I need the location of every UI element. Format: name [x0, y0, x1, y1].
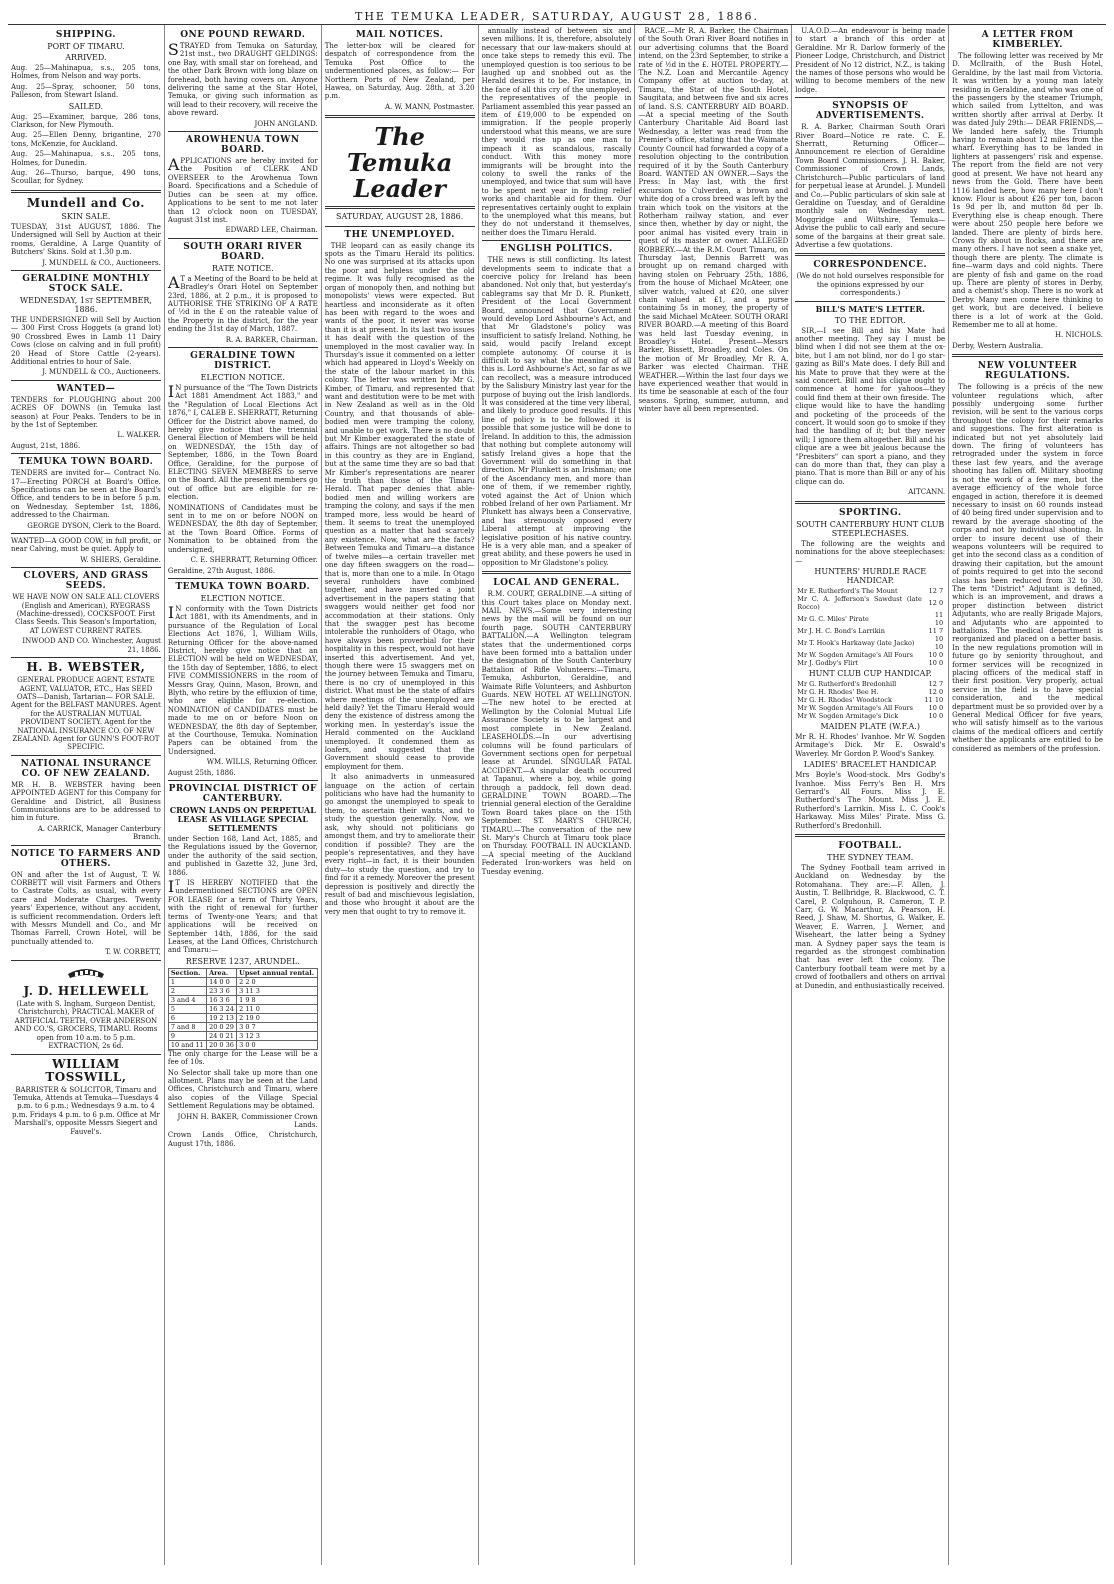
- masthead-title: THE TEMUKA LEADER, SATURDAY, AUGUST 28, 1886.: [354, 9, 759, 23]
- divider: [11, 567, 161, 568]
- sailed-heading: SAILED.: [68, 101, 104, 111]
- monthly-stock-signature: J. MUNDELL & CO., Auctioneers.: [42, 368, 161, 377]
- table-cell: 2 2 0: [237, 977, 318, 986]
- table-cell: 10 and 11: [168, 1040, 206, 1049]
- unemployed-body: THE leopard can as easily change its spots as the Timaru Herald its politics. No one was surprised at its attacks upon the poor and helpless under the old regime. It was fully recognised as the organ of monopoly then, and nothing but monopolists' views were expected. But heartless and inconsiderate as it often has been with regard to the woes and wants of the poor, it never was worse than it is at present. In its last two issues it has dealt with the question of the unemployed in the most cavalier way. In Thursday's issue it commented on a letter which had appeared in Lloyd's Weekly on the state of the labour market in this colony. The letter was written by Mr G. Kimber, of Timaru, and represented that want and destitution were to be met with in New Zealand as well as in the Old Country, and that thousands of able-bodied men were tramping the colony, and unable to get work. There is no doubt but Mr Kimber exaggerated the state of affairs. Things are not altogether so bad in this country as they are in England, but at the same time they are so bad that Mr Kimber's representations are nearer the truth than those of the Timaru Herald. That paper denies that able-bodied men and willing workers are tramping the colony, and says if the men tramped more, less would be heard of them. It seems to treat the unemployed question as a matter that had scarcely any existence. Now, what are the facts? Between Temuka and Timaru—a distance of twelve miles—a certain traveller met one day fifteen swaggers on the road—that is, more than one to a mile. In Otago several runholders have combined together, and have inserted a joint advertisement in the papers stating that swaggers would neither get food nor accommodation at their stations. Only that the swagger pest has become intolerable the runholders of Otago, who have always been proverbial for their hospitality in this respect, would not have inserted this advertisement. And yet, though there were 15 swaggers met on the journey between Temuka and Timaru, there is no cry of unemployed in this district. What must be the state of affairs where meetings of the unemployed are held daily? Yet the Timaru Herald would deny the existence of distress among the working men. In yesterday's issue the Herald commented on the Auckland unemployed. It condemned them as loafers, and suggested that the Government should cease to provide employment for them.: [324, 241, 475, 771]
- wills-date: August 25th, 1886.: [167, 768, 236, 777]
- crown-lands-heading: CROWN LANDS ON PERPETUAL LEASE AS VILLAGE SPECIAL SETTLEMENTS: [169, 805, 316, 834]
- wills-signature: WM. WILLS, Returning Officer.: [206, 758, 318, 767]
- race-entry: [795, 712, 945, 720]
- corbett-signature: T. W. CORBETT,: [105, 948, 161, 957]
- table-cell: 3 11 3: [237, 986, 318, 995]
- table-cell: 1 9 8: [237, 995, 318, 1004]
- column-5: [635, 25, 792, 1565]
- newspaper-page: [8, 8, 1106, 1568]
- sporting-heading: SPORTING.: [838, 507, 902, 518]
- mail-notices-body: The letter-box will be cleared for despatch of correspondence from the Temuka Post Office to the undermentioned places, as follow:— For Northern Ports of New Zealand, per Hawea, on Saturday, Aug. 28th, at 3.20 p.m.: [324, 42, 475, 101]
- table-cell: 23 3 6: [207, 986, 237, 995]
- table-cell: 9: [168, 1031, 206, 1040]
- crown-lands-end: No Selector shall take up more than one allotment. Plans may be seen at the Land Offices, Christchurch and Timaru, where also copies of the Village Special Settlement Regulations may be obtained.: [167, 1068, 318, 1111]
- horse-name: Mr J. Godby's Flirt: [797, 658, 859, 667]
- column-6: [792, 25, 949, 1565]
- horse-name: Mr C. A. Jefferson's Sawdust (late Rocco): [797, 594, 922, 611]
- arrived-heading: ARRIVED.: [65, 53, 107, 62]
- skin-sale-heading: SKIN SALE.: [61, 211, 111, 221]
- horse-name: Mr G. H. Rhodes' Bee H.: [797, 687, 879, 696]
- table-cell: 3 12 3: [237, 1031, 318, 1040]
- walker-date: August, 21st, 1886.: [11, 441, 81, 450]
- columns: [8, 25, 1106, 1565]
- sporting-intro: The following are the weights and nominations for the above steeplechases:—: [795, 539, 946, 565]
- baker-signature: JOHN H. BAKER, Commissioner Crown Lands.: [177, 1112, 318, 1129]
- rate-notice-heading: RATE NOTICE.: [211, 263, 274, 273]
- hurdle-heading: HUNTERS' HURDLE RACE HANDICAP.: [814, 566, 927, 585]
- column-3: [322, 25, 479, 1565]
- porch-tender-body: TENDERS are invited for— Contract No. 17—Erecting PORCH at Board's Office. Specifications can be seen at the Board's Office, and tenders to be in before 5 p.m. on Wednesday, September 1st, 1886, addressed to the Chairman.: [11, 469, 161, 520]
- election-notice-heading: ELECTION NOTICE.: [200, 372, 285, 382]
- national-insurance-heading: NATIONAL INSURANCE CO. OF NEW ZEALAND.: [20, 758, 152, 779]
- synopsis-body: R. A. Barker, Chairman South Orari River Board—Notice re rate. C. E. Sherratt, Returning Officer—Announcement re election of Geraldine Town Board Commissioners. J. H. Baker, Commissioner of Crown Lands, Christchurch—Public particulars of land for perpetual lease at Arundel. J. Mundell and Co.—Public particulars of skin sale at Geraldine on Tuesday, and of Geraldine monthly sale on Wednesday next. Moggridge and Wiltshire, Temuka—Advise the public to call early and secure some of the bargains at their great sale. Advertise a few quotations.: [795, 123, 946, 249]
- barker-signature: R. A. BARKER, Chairman.: [225, 335, 318, 344]
- nichols-place: Derby, Western Australia.: [952, 341, 1043, 350]
- table-cell: 16 3 24: [207, 1004, 237, 1013]
- shiers-signature: W. SHIERS, Geraldine.: [80, 555, 161, 564]
- divider: [168, 131, 318, 132]
- table-row: [168, 1040, 317, 1049]
- sherratt-signature: C. E. SHERRATT, Returning Officer.: [190, 556, 318, 565]
- local-general-body: R.M. COURT, GERALDINE.—A sitting of this Court takes place on Monday next. MAIL NEWS.—Some very interesting news by the mail will be found on our fourth page. SOUTH CANTERBURY BATTALION.—A Wellington telegram states that the undermentioned corps have been formed into a battalion under the designation of the South Canterbury Battalion of Rifle Volunteers:—Timaru, Temuka, Ashburton, Geraldine, and Waimate Rifle Volunteers, and Ashburton Guards. NEW HOTEL AT WELLINGTON.—The new hotel to be erected at Wellington by the Colonial Mutual Life Assurance Society is to be largest and most complete in New Zealand. LEASEHOLDS.—In our advertising columns will be found particulars of Government sections open for perpetual lease at Arundel. SINGULAR FATAL ACCIDENT.—A singular death occurred at Tapanui, where a boy, while going through a paddock, fell down dead. GERALDINE TOWN BOARD.—The triennial general election of the Geraldine Town Board takes place on the 15th September. ST. MARY'S CHURCH, TIMARU.—The conversation of the new St. Mary's Church at Timaru took place on Thursday. FOOTBALL IN AUCKLAND.—A special meeting of the Auckland Federated Iron-workers was held on Tuesday evening.: [481, 590, 632, 876]
- synopsis-heading: SYNOPSIS OF ADVERTISEMENTS.: [815, 101, 925, 122]
- arrival-1: Aug. 25—Mahinapua, s.s., 205 tons, Holmes, from Nelson and way ports.: [11, 64, 161, 81]
- horse-name: Mr W. Sogden Armitage's Dick: [797, 711, 899, 720]
- wanted-heading: WANTED—: [56, 383, 116, 394]
- table-header: Area.: [207, 968, 237, 977]
- sydney-team-heading: THE SYDNEY TEAM.: [827, 852, 914, 862]
- correspondence-note: (We do not hold ourselves responsible for the opinions expressed by our correspondents.): [796, 272, 944, 298]
- race-entry: [795, 688, 945, 696]
- divider: [952, 354, 1103, 357]
- horse-name: Mr G. Rutherford's Bredonhill: [797, 679, 897, 688]
- divider: [482, 240, 632, 241]
- table-cell: 20 0 36: [207, 1040, 237, 1049]
- race-entry: [795, 635, 945, 651]
- divider: [795, 501, 945, 504]
- mail-notices-heading: MAIL NOTICES.: [355, 30, 444, 40]
- divider: [325, 115, 475, 118]
- table-row: [168, 1031, 317, 1040]
- race-entry: [795, 659, 945, 667]
- maiden-body: Mr R. H. Rhodes' Ivanhoe. Mr W. Sogden Armitage's Dick. Mr E. Oswald's Waverley. Mr Gordon P. Wood's Sankey.: [795, 732, 946, 758]
- election-notice-heading-2: ELECTION NOTICE.: [200, 593, 285, 603]
- unemployed-continued: annually instead of between six and seven millions. It is, therefore, absolutely necessary that our law-makers should at once take steps to remedy this evil. The unemployed question is too serious to be laughed up and snobbed out as the Herald desires it to be. For instance, in the face of all this cry of the unemployed, the representatives of the people in Parliament assembled this year passed an item of £19,000 to be expended on immigration. If the people properly understood what this means, we are sure they would rise up as one man to impeach it as scandalous, rascally conduct. With this money more immigrants will be brought into the colony to swell the ranks of the unemployed, and twice that sum will have to be spent next year in finding relief works and charitable aid for them. Our representatives certainly ought to explain to the unemployed what this means, but they do not understand it themselves, neither does the Timaru Herald.: [481, 27, 632, 237]
- divider: [795, 97, 945, 98]
- divider: [168, 578, 318, 579]
- wanted-cow-body: WANTED—A GOOD COW, in full profit, or near Calving, must be quiet. Apply to: [11, 537, 161, 554]
- horse-weight: 11 7: [928, 626, 944, 635]
- hellewell-heading: J. D. HELLEWELL: [23, 984, 149, 999]
- table-cell: 19 2 13: [207, 1013, 237, 1022]
- table-cell: 7 and 8: [168, 1022, 206, 1031]
- issue-date: SATURDAY, AUGUST 28, 1886.: [335, 212, 464, 222]
- table-cell: 6: [168, 1013, 206, 1022]
- horse-weight: 11 10: [924, 695, 944, 704]
- bills-letter-heading: BILL'S MATE'S LETTER.: [815, 303, 925, 314]
- divider: [11, 533, 161, 534]
- divider: [168, 780, 318, 781]
- carrick-signature: A. CARRICK, Manager Canterbury Branch.: [37, 824, 161, 842]
- provincial-district-heading: PROVINCIAL DISTRICT OF CANTERBURY.: [168, 784, 317, 805]
- race-entry: [795, 696, 945, 704]
- arowhenua-heading: AROWHENUA TOWN BOARD.: [186, 135, 300, 156]
- to-editor: TO THE EDITOR.: [834, 315, 906, 325]
- divider: [168, 347, 318, 348]
- column-7: [949, 25, 1106, 1565]
- kimberley-body: The following letter was received by Mr D. McIlraith, of the Bush Hotel, Geraldine, by the last mail from Victoria. It was written by a young man lately residing in Geraldine, and who was one of the passengers by the steamer Triumph, which sailed from Lyttelton, and was written shortly after arrival at Derby. It was dated July 29th:— DEAR FRIENDS,—We landed here safely, the Triumph having to remain about 12 miles from the wharf. Everything has to be landed in lighters at passengers' risk and expense. The report from the field are not very good at present. We have not heard any news from the Gold. There have been 1116 landed here, how many here I don't know. Flour is about £26 per ton, bacon 1s 9d per lb, and mutton 8d per lb. Everything else is cheap enough. There were about 250 people here before we landed. There are plenty of birds here. Crows fly about in flocks, and there are many others. I have not seen a snake yet, though there are plenty. The climate is fine—warm days and cold nights. There are plenty of fish and game on the road up. There are plenty of stores in Derby, and a chemist's shop. There is no work at Derby. Many men come here thinking to get work, but are deceived. I believe there is a lot of work at the Gold. Remember me to all at home.: [952, 52, 1104, 329]
- nominations-body: NOMINATIONS of Candidates must be sent in to me on or before NOON on WEDNESDAY, the 8th day of September, at the Town Board Office. Forms of Nomination to be obtained from the undersigned,: [167, 503, 318, 554]
- column-4: [479, 25, 636, 1565]
- monthly-stock-heading: GERALDINE MONTHLY STOCK SALE.: [22, 273, 150, 294]
- skin-sale-signature: J. MUNDELL & CO., Auctioneers.: [42, 258, 161, 267]
- race-entry: [795, 680, 945, 688]
- hellewell-body: (Late with S. Ingham, Surgeon Dentist, Christchurch), PRACTICAL MAKER of ARTIFICIAL TEETH, OVER ANDERSON AND CO.'S, GROCERS, TIMARU. Rooms open from 10 a.m. to 5 p.m. EXTRACTION, 2s 6d.: [14, 1000, 158, 1051]
- horse-weight: 10 0: [928, 650, 944, 659]
- column-1: [8, 25, 165, 1565]
- monthly-stock-body: THE UNDERSIGNED will Sell by Auction— 300 First Cross Hoggets (a grand lot) 90 Crossbred Ewes in Lamb 11 Dairy Cows (close on calving and in full profit) 20 Head of Store Cattle (2-years). Additional entries to hour of Sale.: [11, 315, 161, 366]
- table-cell: 2 19 0: [237, 1013, 318, 1022]
- sections-table: [168, 968, 318, 1050]
- sherratt-date: Geraldine, 27th August, 1886.: [167, 566, 276, 575]
- temuka-board-heading: TEMUKA TOWN BOARD.: [175, 581, 311, 592]
- hurdle-table: [795, 587, 945, 667]
- table-cell: 24 0 21: [207, 1031, 237, 1040]
- port-heading: PORT OF TIMARU.: [47, 42, 125, 51]
- reward-heading: ONE POUND REWARD.: [180, 30, 306, 40]
- mann-signature: A. W. MANN, Postmaster.: [384, 102, 475, 111]
- inwood-signature: INWOOD AND CO. Winchester, August 21, 1886.: [22, 637, 161, 654]
- arowhenua-body: APPLICATIONS are hereby invited for the Position of CLERK AND OVERSEER to the Arowhenua Town Board. Specifications and a Schedule of Duties can be seen at my office. Applications to be sent to me not later than 12 o'clock noon on TUESDAY, August 31st inst.: [167, 155, 318, 224]
- race-entry: [795, 627, 945, 635]
- horse-weight: 10 0: [928, 658, 944, 667]
- horse-weight: 12 7: [928, 586, 944, 595]
- clovers-heading: CLOVERS, AND GRASS SEEDS.: [23, 571, 149, 592]
- sailing-3: Aug. 25—Mahinapua, s.s., 205 tons, Holmes, for Dunedin.: [11, 150, 161, 167]
- horse-name: Mr T. Hook's Harkaway (late Jacko): [797, 638, 915, 647]
- horse-name: Mr G. C. Miles' Pirate: [797, 614, 869, 623]
- local-news-continued: RACE.—Mr R. A. Barker, the Chairman of the South Orari River Board notifies in our advertising columns that the Board intend, on the 23rd September, to strike a rate of ½d in the £. HOTEL PROPERTY.—The N.Z. Loan and Mercantile Agency Company offer at auction to-day, at Timaru, the Star of the South Hotel, Saugitata, and between five and six acres of land. S.S. CANTERBURY AID BOARD.—At a special meeting of the South Canterbury Charitable Aid Board last Wednesday, a letter was read from the Premier's office, stating that the Waimate County Council had forwarded a copy of a resolution objecting to the contribution required of it by the South Canterbury Board. WANTED AN OWNER.—Says the Press: In May last, with the first excursion to Culverden, a brown and white dog of a cross breed was left by the train which took on the visitors at the Rotherham railway station, and ever since then, whether by day or night, the poor animal has visited every train in quest of its master or owner. ALLEGED ROBBERY.—At the R.M. Court Timaru, on Thursday last, Dennis Barrett was brought up on remand charged with having stolen on February 25th, 1886, from the house of Michael McAteer, one silver watch, valued at £20, one silver chain valued at £1, and a purse containing 5s in money, the property of the said Michael McAteer. SOUTH ORARI RIVER BOARD.—A meeting of this Board was held last Tuesday evening, in Broadley's Hotel. Present—Messrs Barker, Bissett, Broadley, and Coles. On the motion of Mr Broadley, Mr R. A. Barker was elected Chairman. THE WEATHER.—Within the last four days we have experienced weather that would in its time be seasonable at each of the four seasons. Spring, summer, autumn, and winter have all been represented.: [638, 27, 789, 414]
- divider: [795, 253, 945, 256]
- table-header: Section.: [168, 968, 206, 977]
- race-entry: [795, 587, 945, 595]
- reserve-heading: RESERVE 1237, ARUNDEL.: [185, 956, 300, 966]
- table-row: [168, 1022, 317, 1031]
- sailing-1: Aug. 25—Examiner, barque, 286 tons, Clarkson, for New Plymouth.: [11, 112, 161, 130]
- table-cell: 3 0 7: [237, 1022, 318, 1031]
- crown-lands-notice: IT IS HEREBY NOTIFIED that the undermentioned SECTIONS are OPEN FOR LEASE for a term of Thirty Years, with the right of renewal for further terms of Twenty-one Years; and that applications will be received on September 14th, 1886, for the said Leases, at the Land Offices, Christchurch and Timaru:—: [167, 877, 318, 955]
- table-row: [168, 986, 317, 995]
- reward-body: STRAYED from Temuka on Saturday, 21st inst., two DRAUGHT GELDINGS: one Bay, with small star on forehead, and the other Dark Brown with long blaze on forehead, both having covers on. Anyone delivering the same at the Star Hotel, Temuka, or giving such information as will lead to their recovery, will receive the above reward.: [167, 40, 318, 118]
- table-cell: 2: [168, 986, 206, 995]
- horse-weight: 10 0: [928, 711, 944, 720]
- race-entry: [795, 704, 945, 712]
- cup-table: [795, 680, 945, 720]
- divider: [11, 657, 161, 658]
- table-cell: 1: [168, 977, 206, 986]
- sailing-4: Aug. 26—Thurso, barque, 490 tons, Scoullar, for Sydney.: [11, 169, 161, 186]
- maiden-heading: MAIDEN PLATE (W.F.A.): [820, 721, 920, 731]
- tosswill-body: BARRISTER & SOLICITOR, Timaru and Temuka, Attends at Temuka—Tuesdays 4 p.m. to 6 p.m.; Wednesdays 9 a.m. to 4 p.m. Fridays 4 p.m. to 6 p.m. Office at Mr Marshall's, opposite Messrs Siegert and Fauvel's.: [12, 1085, 160, 1136]
- race-entry: [795, 651, 945, 659]
- national-insurance-body: MR H. B. WEBSTER having been APPOINTED AGENT for this Company for Geraldine and District, all Business Communications are to be addressed to him in future.: [11, 780, 161, 823]
- divider: [11, 190, 161, 193]
- nichols-signature: H. NICHOLS.: [1054, 331, 1104, 340]
- table-row: [168, 1004, 317, 1013]
- table-cell: 3 and 4: [168, 995, 206, 1004]
- horse-weight: 12 7: [928, 679, 944, 688]
- correspondence-heading: CORRESPONDENCE.: [813, 260, 928, 271]
- horse-weight: 10 10: [934, 634, 944, 651]
- monthly-stock-date: WEDNESDAY, 1st SEPTEMBER, 1886.: [19, 295, 152, 314]
- south-orari-heading: SOUTH ORARI RIVER BOARD.: [183, 241, 303, 262]
- divider: [11, 755, 161, 756]
- horse-name: Mr G. H. Rhodes' Woodstock: [797, 695, 892, 704]
- horse-weight: 12 0: [928, 687, 944, 696]
- divider: [11, 960, 161, 961]
- football-heading: FOOTBALL.: [838, 840, 903, 851]
- notice-farmers-heading: NOTICE TO FARMERS AND OTHERS.: [11, 848, 161, 869]
- geraldine-district-heading: GERALDINE TOWN DISTRICT.: [190, 350, 296, 371]
- column-2: [165, 25, 322, 1565]
- cup-heading: HUNT CLUB CUP HANDICAP.: [808, 668, 932, 678]
- local-general-heading: LOCAL AND GENERAL.: [493, 578, 620, 589]
- walker-signature: L. WALKER.: [117, 431, 161, 440]
- notice-farmers-body: ON and after the 1st of August, T. W. CORBETT will visit Farmers and Others to Castrate Colts, as usual, with every care and Moderate Charges. Twenty years' Experience, without any accident, is sufficient recommendation. Orders left with Messrs Mundell and Co., and Mr Thomas Farrell, Crown Hotel, will be punctually attended to.: [11, 870, 161, 946]
- divider: [325, 206, 475, 209]
- webster-heading: H. B. WEBSTER,: [26, 660, 146, 675]
- divider: [168, 238, 318, 239]
- race-entry: [795, 595, 945, 611]
- ladies-heading: LADIES' BRACELET HANDICAP.: [803, 760, 937, 770]
- horse-name: Mr W. Sogden Armitage's All Fours: [797, 650, 913, 659]
- divider: [11, 270, 161, 271]
- bills-letter-body: SIR,—I see Bill and his Mate had another meeting. They say I must be blind when I did not see them at the ox-bite, but I am not blind, nor do I go star-gazing as Bill's Mate does. I defy Bill and his Mate to prove that they were at the said concert. Bill and his clique ought to commence at home for yahoos—they could find them at their own fireside. The clique would like to have the handling and pocketing of the proceeds of the concert. It would soon go to smoke if they had the handling of it; but they never will; I ignore them altogether. Bill and his clique are a wee bit jealous because the "Presbiters" can sport a piano, and they can do more than that, they can play a piano. That is more than Bill or any of his clique can do.: [795, 326, 946, 486]
- arrival-2: Aug. 25—Spray, schooner, 50 tons, Palleson, from Stewart Island.: [11, 82, 161, 100]
- webster-body: GENERAL PRODUCE AGENT, ESTATE AGENT, VALUATOR, ETC., Has SEED OATS—Danish, Tartarian— FOR SALE. Agent for the BELFAST MANURES. Agent for the AUSTRALIAN MUTUAL PROVIDENT SOCIETY. Agent for the NATIONAL INSURANCE CO. OF NEW ZEALAND. Agent for GUNN'S FOOT-ROT SPECIFIC.: [11, 676, 161, 752]
- divider: [795, 301, 945, 302]
- divider: [11, 380, 161, 381]
- newspaper-title: The Temuka Leader: [346, 122, 453, 204]
- volunteer-body: The following is a précis of the new volunteer regulations which, after possibly undergoing some further revision, will be sent to the various corps throughout the colony for their remarks and suggestions. The first alteration is indicated but not yet absolutely laid down. The firing of volunteers has retrograded under the system in force these last few years, and the average shooting has fallen off. Military shooting is not the work of a few men, but the average efficiency of the whole force engaged in action, therefore it is deemed necessary to insist on 60 rounds instead of 40 being fired under supervision and to reward by the average shooting of the corps and not by individual shooting. In order to insure decent use of their weapons volunteers will be required to get into the second class as a condition of drawing their capitation, but the amount of points required to get into the second class has been reduced from 32 to 30. The term "District" Adjutant is defined, which is an improvement, and draws a proper distinction between district Adjutants, who are really Brigade Majors, and Adjutants who are appointed to battalions. The medical department is reorganized and placed on a better basis. In the new regulations promotion will in future go by seniority throughout, and former services will be recognized in placing officers of the medical staff in their first position. Very properly, actual service in the field is to have special consideration, and the medical department must be so provided over by a General Medical Officer for five years, who will satisfy himself as to the various claims of the medical officers and certify whether the applicants are entitled to be considered as members of the profession.: [952, 383, 1104, 753]
- horse-weight: 11 10: [934, 610, 944, 627]
- divider: [11, 1054, 161, 1055]
- rate-notice-body: AT a Meeting of the Board to be held at Bradley's Orari Hotel on September 23rd, 1886, at 2 p.m., it is proposed to AUTHORISE THE STRIKING OF A RATE of ½d in the £ on the rateable value of the Property in the district, for the year ending the 31st day of March, 1887.: [167, 272, 318, 334]
- divider: [795, 834, 945, 837]
- divider: [482, 571, 632, 574]
- ploughing-tender-body: TENDERS for PLOUGHING about 200 ACRES OF DOWNS (in Temuka last season) at Four Peaks. Tenders to be in by the 1st of September.: [11, 395, 161, 429]
- table-row: [168, 1013, 317, 1022]
- english-politics-heading: ENGLISH POLITICS.: [500, 244, 613, 255]
- uaod-paragraph: U.A.O.D.—An endeavour is being made to start a branch of this order at Geraldine. Mr R. Darlow formerly of the Pioneer Lodge, Christchurch, and District President of No 12 district, N.Z., is taking the names of those persons who would be willing to become members of the new lodge.: [795, 27, 946, 94]
- horse-weight: 10 0: [928, 703, 944, 712]
- unemployed-heading: THE UNEMPLOYED.: [344, 229, 455, 240]
- kimberley-heading: A LETTER FROM KIMBERLEY.: [981, 30, 1074, 50]
- football-body: The Sydney Football team arrived in Auckland on Wednesday by the Rotomahana. They are:—F. Allen, J. Austin, T. Bellbridge, R. Blackwood, C. T. Carel, P. Colquhoun, R. Cameron, T. P. Carr, G. W. Macarthur, A. Pearson, H. Reed, J. Shaw, M. Shortus, G. Walker, E. Weaver, E. Warren, J. Werner, and Wiseheart, the latter being a Sydney man. A Sydney paper says the team is regarded as the strongest combination that has ever left the colony. The Canterbury football team were met by a crowd of footballers and others on arrival at Dunedin, and enthusiastically received.: [795, 863, 946, 990]
- table-header: Upset annual rental.: [237, 968, 318, 977]
- masthead: [8, 8, 1106, 25]
- aitcann-signature: AITCANN.: [908, 488, 946, 497]
- temuka-election-body: IN conformity with the Town Districts Act 1881, with its Amendments, and in pursuance of the Regulation of Local Elections Act 1876, I, William Wills, Returning Officer for the above-named District, hereby give notice that an ELECTION will be held on WEDNESDAY, the 15th day of September, 1886, to elect FIVE COMMISSIONERS in the room of Messrs Gray, Quinn, Mason, Brown, and Blyth, who retire by the effluxion of time, who are eligible for re-election. NOMINATION of CANDIDATES must be made to me on or before Noon on WEDNESDAY, the 8th day of September, at the Courthouse, Temuka. Nomination Papers can be obtained from the Undersigned.: [167, 602, 318, 756]
- geraldine-election-body: IN pursuance of the "The Town Districts Act 1881 Amendment Act 1883," and the "Regulation of Local Elections Act 1876," I, CALEB E. SHERRATT, Returning Officer for the District above named, do hereby give notice that the triennial General Election of Members will be held on WEDNESDAY, the 15th day of September, 1886, in the Town Board Office, Geraldine, for the purpose of ELECTING SEVEN MEMBERS to serve on the Board. All the present members go out of office but are eligible for re-election.: [167, 381, 318, 502]
- table-cell: 2 11 0: [237, 1004, 318, 1013]
- english-politics-body: THE news is still conflicting. Its latest developments seem to indicate that a coercive policy for Ireland has been abandoned. Not only that, but yesterday's cablegrams say that Mr D. R. Plunkett, President of the Local Government Board, announced that Government would develop Lord Ashbourne's Act, and that Mr Gladstone's policy was insufficient to satisfy Ireland. Nothing, he said, would pacify Ireland except complete autonomy. Of course it is difficult to say what the meaning of all this is. Lord Ashbourne's Act, so far as we can recollect, was a measure introduced by the Salisbury Ministry last year for the purpose of buying out the Irish landlords. It was considered at the time very liberal, and likely to produce good results. If this line of policy is to be followed it is possible that some justice will be done to Ireland. In addition to this, the admission that nothing but complete autonomy will satisfy Ireland gives a hope that the Government will do something in that direction. Mr Plunkett is an Irishman; one of the Ascendancy men, and more than one of them, if we remember rightly, voted against the Act of Union which robbed Ireland of her own Parliament. Mr Plunkett has always been a Conservative, and has strenuously opposed every Liberal attempt at improving the legislative position of his native country. He is a very able man, and a speaker of great ability, and these powers he used in opposition to Mr Gladstone's policy.: [481, 256, 632, 567]
- divider: [11, 453, 161, 454]
- angland-signature: JOHN ANGLAND.: [254, 119, 318, 128]
- table-row: [168, 977, 317, 986]
- horse-weight: 12 0: [928, 598, 944, 607]
- tosswill-heading: WILLIAM TOSSWILL,: [45, 1056, 127, 1084]
- race-entry: [795, 611, 945, 627]
- ladies-body: Mrs Boyle's Wood-stock. Mrs Godby's Ivanhoe. Miss Ferry's Ben H. Mrs Gerrard's All Fours. Miss J. E. Rutherford's The Mount. Miss J. E. Rutherford's Larrikin. Miss L. C. Cook's Harkaway. Miss Miles' Pirate. Miss G. Rutherford's Bredonhill.: [795, 771, 946, 830]
- table-footnote: The only charge for the Lease will be a fee of 10s.: [167, 1049, 318, 1067]
- shipping-heading: SHIPPING.: [55, 30, 117, 40]
- temuka-town-board-heading: TEMUKA TOWN BOARD.: [18, 457, 154, 468]
- crown-lands-body: under Section 168, Land Act, 1885, and the Regulations issued by the Governor, under the authority of the said section, and published in Gazette 32, June 3rd, 1886.: [167, 835, 318, 877]
- table-cell: 20 0 29: [207, 1022, 237, 1031]
- table-row: [168, 995, 317, 1004]
- dyson-signature: GEORGE DYSON, Clerk to the Board.: [27, 521, 161, 530]
- mundell-heading: Mundell and Co.: [26, 195, 145, 210]
- table-cell: 5: [168, 1004, 206, 1013]
- lee-signature: EDWARD LEE, Chairman.: [225, 226, 318, 235]
- divider: [11, 845, 161, 846]
- hunt-club-heading: SOUTH CANTERBURY HUNT CLUB STEEPLECHASES.: [796, 519, 945, 538]
- table-cell: 3 0 0: [237, 1040, 318, 1049]
- unemployed-body-2: It also animadverts in unmeasured language on the action of certain politicians who have had the humanity to go amongst the unemployed to speak to them, to ascertain their wants, and to study the question generally. Now, we ask, why should not politicians go amongst them, and try to ameliorate their condition if possible? They are the people's representatives, and they have every right—in fact, it is their bounden duty—to study the question, and try to find for it a remedy. Moreover the present depression is positively and directly the result of bad and mischievous legislation, and those who brought it about are the very men that ought to try to remove it.: [324, 773, 475, 916]
- skin-sale-body: TUESDAY, 31st AUGUST, 1886. The Undersigned will Sell by Auction at their rooms, Geraldine, A Large Quantity of Butchers' Skins. Sold at 1.30 p.m.: [11, 222, 161, 257]
- teeth-illustration-icon: [11, 964, 161, 982]
- volunteer-heading: NEW VOLUNTEER REGULATIONS.: [977, 361, 1078, 382]
- horse-name: Mr E. Rutherford's The Mount: [797, 586, 898, 595]
- horse-name: Mr J. H. C. Bond's Larrikin: [797, 626, 885, 635]
- divider: [325, 226, 475, 227]
- table-cell: 16 3 6: [207, 995, 237, 1004]
- clovers-body: WE HAVE NOW ON SALE ALL CLOVERS (English and American), RYEGRASS (Machine-dressed), COCKSFOOT. First Class Seeds. This Season's Importation, AT LOWEST CURRENT RATES.: [12, 593, 160, 635]
- sailing-2: Aug. 25—Ellen Denny, brigantine, 270 tons, McKenzie, for Auckland.: [11, 131, 161, 148]
- baker-place: Crown Lands Office, Christchurch, August 17th, 1886.: [167, 1131, 318, 1148]
- horse-name: Mr W. Sogden Armitage's All Fours: [797, 703, 913, 712]
- table-cell: 14 0 0: [207, 977, 237, 986]
